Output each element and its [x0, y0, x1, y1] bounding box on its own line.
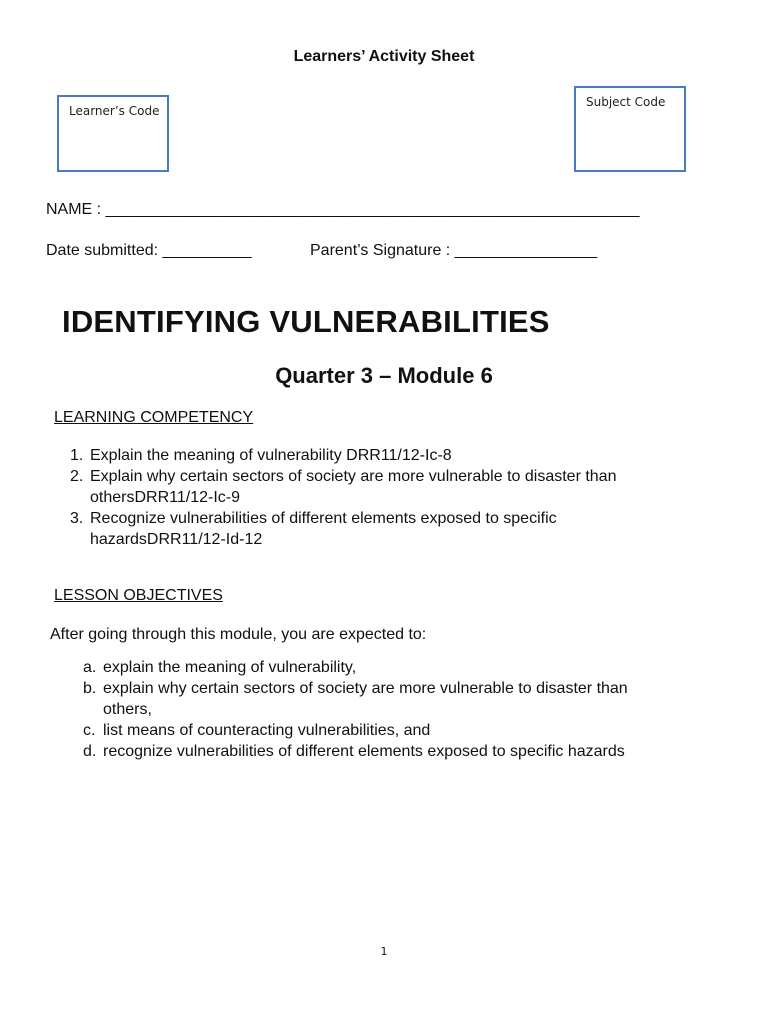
learner-code-label: Learner’s Code: [69, 104, 160, 118]
date-submitted-field[interactable]: Date submitted: __________: [46, 242, 252, 259]
list-marker: 3.: [70, 510, 84, 527]
list-marker: b.: [83, 680, 97, 697]
learning-competency-title: LEARNING COMPETENCY: [54, 409, 254, 426]
list-marker: d.: [83, 743, 97, 760]
list-marker: a.: [83, 659, 97, 676]
lesson-objectives-list: [83, 657, 703, 762]
list-item: [83, 741, 703, 762]
name-field[interactable]: NAME : ____________________________________________________________: [46, 201, 640, 218]
learning-competency-list: [70, 445, 690, 550]
subject-code-box[interactable]: [574, 86, 686, 172]
main-heading: IDENTIFYING VULNERABILITIES: [62, 304, 550, 339]
list-item-text: explain why certain sectors of society are more vulnerable to disaster than: [103, 680, 628, 697]
list-item-text: others,: [103, 701, 152, 718]
list-item: [83, 678, 703, 720]
list-item-text: Explain the meaning of vulnerability DRR11/12-Ic-8: [90, 447, 452, 464]
list-item-text: Recognize vulnerabilities of different elements exposed to specific: [90, 510, 557, 527]
list-item-text: explain the meaning of vulnerability,: [103, 659, 357, 676]
sheet-title: Learners’ Activity Sheet: [293, 48, 475, 65]
list-marker: c.: [83, 722, 96, 739]
list-marker: 1.: [70, 447, 84, 464]
module-subheading: Quarter 3 – Module 6: [275, 363, 493, 388]
list-marker: 2.: [70, 468, 84, 485]
list-item: [83, 657, 703, 678]
list-item-text: hazardsDRR11/12-Id-12: [90, 531, 263, 548]
list-item-text: othersDRR11/12-Ic-9: [90, 489, 240, 506]
list-item: [83, 720, 703, 741]
page-number: 1: [380, 945, 388, 958]
list-item-text: Explain why certain sectors of society are more vulnerable to disaster than: [90, 468, 617, 485]
list-item-text: list means of counteracting vulnerabilities, and: [103, 722, 431, 739]
list-item: [70, 466, 690, 508]
subject-code-label: Subject Code: [586, 95, 666, 109]
lesson-objectives-title: LESSON OBJECTIVES: [54, 587, 223, 604]
list-item: [70, 508, 690, 550]
learner-code-box[interactable]: [57, 95, 169, 172]
objectives-intro: After going through this module, you are expected to:: [50, 626, 427, 643]
parent-signature-field[interactable]: Parent’s Signature : ________________: [310, 242, 598, 259]
list-item: [70, 445, 690, 466]
list-item-text: recognize vulnerabilities of different elements exposed to specific hazards: [103, 743, 625, 760]
